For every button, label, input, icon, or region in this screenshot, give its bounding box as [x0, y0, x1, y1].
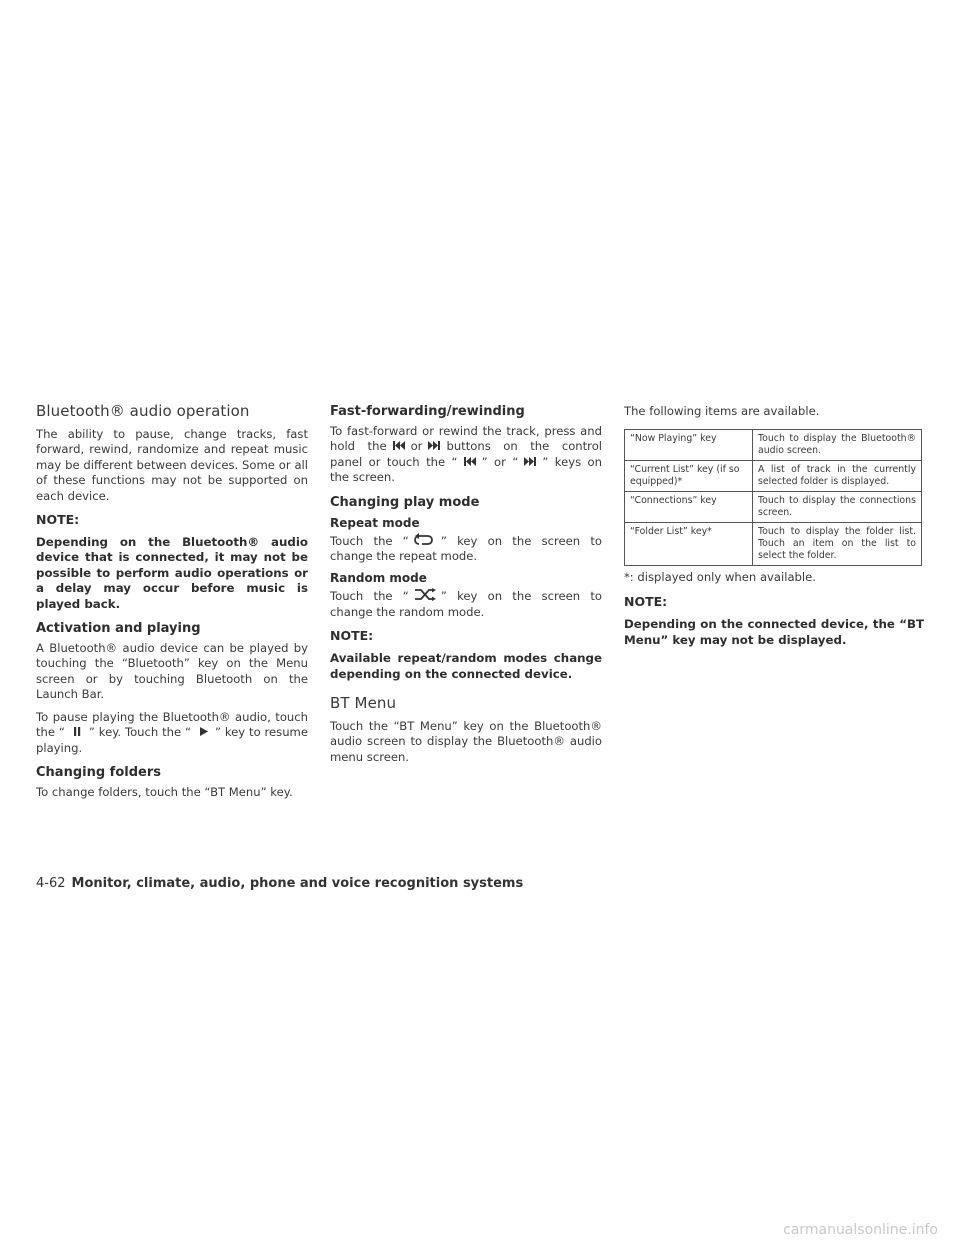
table-desc: Touch to display the connections screen. [753, 492, 922, 523]
section-title-bluetooth-audio: Bluetooth® audio operation [36, 402, 250, 420]
pause-text-a: To pause playing the Bluetooth® audio, touch the “ [36, 709, 308, 740]
table-desc: Touch to display the Bluetooth® audio screen. [753, 430, 922, 461]
page-number: 4-62 [36, 876, 66, 891]
previous-track-icon [462, 456, 478, 467]
items-intro: The following items are available. [624, 404, 820, 418]
table-key: “Current List” key (if so equipped)* [625, 461, 753, 492]
page-footer [36, 876, 523, 891]
ff-text-c: ” or “ [481, 454, 519, 469]
next-track-icon [522, 456, 538, 467]
footer-section-title: Monitor, climate, audio, phone and voice recognition systems [71, 876, 524, 891]
watermark: carmanualsonline.info [783, 1222, 938, 1238]
pause-text-c: ” key to resume playing. [36, 725, 308, 755]
column-1 [36, 402, 308, 807]
table-key: “Folder List” key* [625, 523, 753, 566]
random-text-a: Touch the “ [330, 589, 409, 604]
folders-heading: Changing folders [36, 764, 161, 780]
table-row [625, 523, 922, 566]
table-key: “Connections” key [625, 492, 753, 523]
intro-paragraph: The ability to pause, change tracks, fast forward, rewind, randomize and repeat music may be different between devices. Some or all of these functions may not be supported on each device. [36, 427, 308, 503]
ff-text-d: ” keys on the screen. [330, 454, 603, 485]
pause-icon [69, 726, 85, 737]
random-text-b: ” key on the screen to change the random mode. [330, 589, 602, 619]
btmenu-heading: BT Menu [330, 694, 397, 713]
activation-heading: Activation and playing [36, 621, 201, 637]
note-text: Available repeat/random modes change depending on the connected device. [330, 651, 602, 681]
ff-text-a: To fast-forward or rewind the track, press and hold the [330, 424, 602, 454]
shuffle-icon [413, 588, 437, 601]
repeat-text-b: ” key on the screen to change the repeat mode. [330, 533, 602, 564]
table-desc: A list of track in the currently selected folder is displayed. [753, 461, 922, 492]
activation-text: A Bluetooth® audio device can be played by touching the “Bluetooth” key on the Menu screen or by touching Bluetooth on the Launch Bar. [36, 641, 308, 702]
table-row [625, 461, 922, 492]
previous-track-icon [391, 440, 407, 451]
ff-or: or [410, 439, 423, 454]
repeat-icon [413, 533, 437, 546]
note-heading: NOTE: [330, 628, 374, 644]
table-row [625, 430, 922, 461]
note-text: Depending on the connected device, the “BT Menu” key may not be displayed. [624, 617, 924, 647]
ff-heading: Fast-forwarding/rewinding [330, 404, 525, 419]
note-heading: NOTE: [624, 594, 668, 610]
table-key: “Now Playing” key [625, 430, 753, 461]
items-table [624, 429, 922, 566]
repeat-text-a: Touch the “ [330, 533, 409, 548]
folders-text: To change folders, touch the “BT Menu” key. [36, 784, 293, 799]
play-mode-heading: Changing play mode [330, 494, 480, 510]
pause-paragraph [36, 710, 308, 756]
note-heading: NOTE: [36, 512, 80, 528]
repeat-heading: Repeat mode [330, 515, 420, 530]
repeat-paragraph [330, 533, 602, 565]
column-3 [624, 402, 924, 655]
footnote: *: displayed only when available. [624, 570, 816, 585]
btmenu-text: Touch the “BT Menu” key on the Bluetooth® audio screen to display the Bluetooth® audio menu screen. [330, 719, 602, 764]
pause-text-b: ” key. Touch the “ [88, 725, 191, 740]
play-icon [195, 726, 211, 737]
ff-paragraph [330, 424, 602, 486]
next-track-icon [426, 440, 442, 451]
random-paragraph [330, 588, 602, 620]
column-2 [330, 402, 602, 772]
table-row [625, 492, 922, 523]
random-heading: Random mode [330, 571, 427, 586]
note-text: Depending on the Bluetooth® audio device that is connected, it may not be possible to perform audio operations or a delay may occur before music is played back. [36, 535, 308, 611]
table-desc: Touch to display the folder list. Touch an item on the list to select the folder. [753, 523, 922, 566]
ff-text-b: buttons on the control panel or touch the “ [330, 439, 603, 469]
